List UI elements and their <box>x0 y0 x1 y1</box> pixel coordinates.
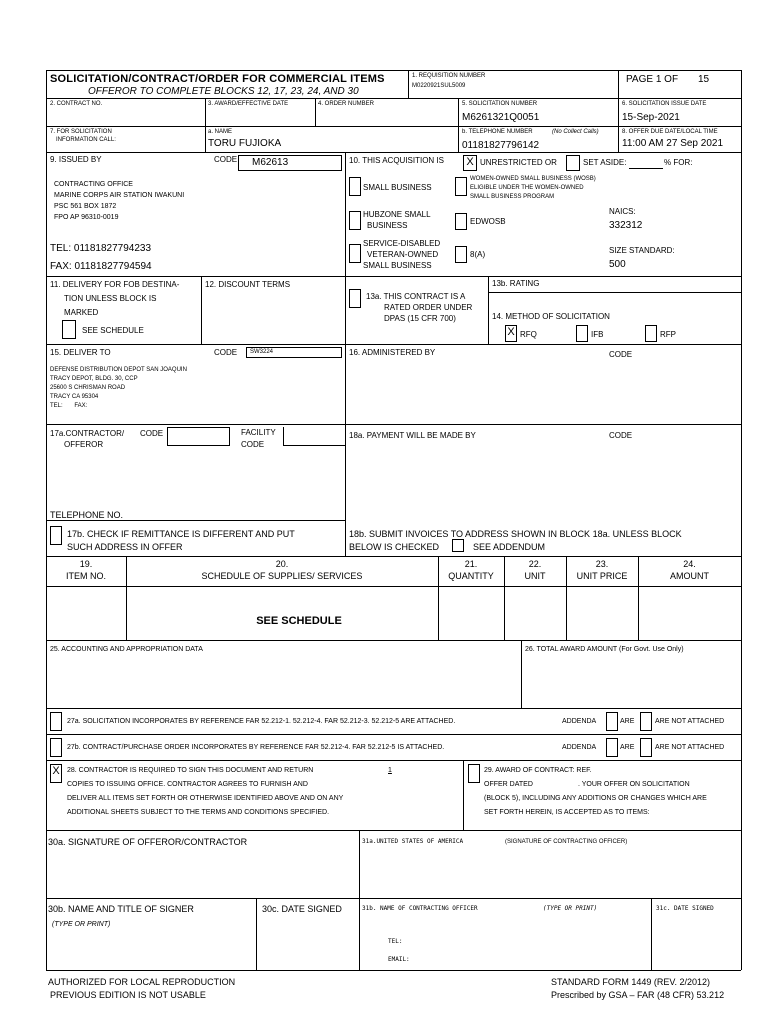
rated-order-checkbox[interactable] <box>349 289 361 308</box>
invoice-line-2: BELOW IS CHECKED <box>349 542 440 552</box>
total-award-label: 26. TOTAL AWARD AMOUNT (For Govt. Use Only) <box>525 646 684 653</box>
offer-due-value: 11:00 AM 27 Sep 2021 <box>622 138 724 149</box>
deliver-to-line-1: DEFENSE DISTRIBUTION DEPOT SAN JOAQUIN <box>50 367 187 373</box>
naics-value: 332312 <box>609 220 643 231</box>
col-23-label: UNIT PRICE <box>576 571 628 581</box>
facility-label-2: CODE <box>241 440 265 449</box>
administered-by-label: 16. ADMINISTERED BY <box>349 348 436 357</box>
wosb-line-3: SMALL BUSINESS PROGRAM <box>470 194 555 200</box>
28-line-2: COPIES TO ISSUING OFFICE. CONTRACTOR AGREES TO FURNISH AND <box>67 781 308 788</box>
rfp-label: RFP <box>660 330 676 339</box>
hubzone-line-2: BUSINESS <box>367 221 408 230</box>
28-line-4: ADDITIONAL SHEETS SUBJECT TO THE TERMS AND CONDITIONS SPECIFIED. <box>67 809 330 816</box>
deliver-to-code-label: CODE <box>214 348 238 357</box>
27a-are-not-label: ARE NOT ATTACHED <box>655 718 725 725</box>
issued-by-line-4: FPO AP 96310-0019 <box>54 214 119 221</box>
requisition-label: 1. REQUISITION NUMBER <box>412 73 486 79</box>
29-line-1: 29. AWARD OF CONTRACT: REF. <box>484 767 592 774</box>
eight-a-label: 8(A) <box>470 250 486 259</box>
col-21-label: QUANTITY <box>448 571 494 581</box>
signer-name-label: 30b. NAME AND TITLE OF SIGNER <box>48 904 194 914</box>
payment-code-label: CODE <box>609 431 633 440</box>
27a-text: 27a. SOLICITATION INCORPORATES BY REFERENCE FAR 52.212-1. 52.212-4. FAR 52.212-3. 52.212-5 ARE ATTACHED. <box>67 718 456 725</box>
signature-offeror-label: 30a. SIGNATURE OF OFFEROR/CONTRACTOR <box>48 837 248 847</box>
accounting-label: 25. ACCOUNTING AND APPROPRIATION DATA <box>50 646 203 653</box>
wosb-checkbox[interactable] <box>455 177 467 196</box>
29-line-3: (BLOCK 5), INCLUDING ANY ADDITIONS OR CHANGES WHICH ARE <box>484 795 707 802</box>
footer-previous-edition: PREVIOUS EDITION IS NOT USABLE <box>50 990 206 1000</box>
col-24-number: 24. <box>683 559 696 569</box>
order-number-label: 4. ORDER NUMBER <box>318 101 375 107</box>
hubzone-line-1: HUBZONE SMALL <box>363 210 431 219</box>
col-22-label: UNIT <box>524 571 546 581</box>
rated-line-1: 13a. THIS CONTRACT IS A <box>366 292 466 301</box>
col-19-number: 19. <box>79 559 93 569</box>
footer-form-number: STANDARD FORM 1449 (REV. 2/2012) <box>551 977 711 987</box>
29-line-4: SET FORTH HEREIN, IS ACCEPTED AS TO ITEMS: <box>484 809 650 816</box>
28-line-3: DELIVER ALL ITEMS SET FORTH OR OTHERWISE IDENTIFIED ABOVE AND ON ANY <box>67 795 344 802</box>
remittance-line-1: 17b. CHECK IF REMITTANCE IS DIFFERENT AND PUT <box>67 529 295 539</box>
27b-are-label: ARE <box>620 744 635 751</box>
acquisition-label: 10. THIS ACQUISITION IS <box>349 156 444 165</box>
co-name-label: 31b. NAME OF CONTRACTING OFFICER <box>362 905 478 912</box>
set-aside-label: SET ASIDE: <box>583 158 627 167</box>
27a-checkbox[interactable] <box>50 712 62 731</box>
size-standard-value: 500 <box>609 259 626 270</box>
rfq-checkbox[interactable]: X <box>505 325 517 342</box>
contractor-code-box <box>167 427 230 446</box>
contractor-code-label: CODE <box>140 429 164 438</box>
discount-terms-label: 12. DISCOUNT TERMS <box>205 280 291 289</box>
27a-are-label: ARE <box>620 718 635 725</box>
info-call-label-1: 7. FOR SOLICITATION <box>50 129 112 135</box>
award-checkbox[interactable] <box>468 764 480 783</box>
contractor-label-2: OFFEROR <box>64 440 104 449</box>
27b-text: 27b. CONTRACT/PURCHASE ORDER INCORPORATES BY REFERENCE FAR 52.212-4. FAR 52.212-5 IS ATTACHED. <box>67 744 445 751</box>
eight-a-checkbox[interactable] <box>455 246 467 263</box>
facility-label-1: FACILITY <box>241 428 276 437</box>
contractor-sign-checkbox[interactable]: X <box>50 764 62 783</box>
ifb-checkbox[interactable] <box>576 325 588 342</box>
name-value: TORU FUJIOKA <box>208 138 282 149</box>
col-22-number: 22. <box>528 559 542 569</box>
deliver-to-line-5: TEL: FAX: <box>50 403 88 409</box>
wosb-line-2: ELIGIBLE UNDER THE WOMEN-OWNED <box>470 185 584 191</box>
rfp-checkbox[interactable] <box>645 325 657 342</box>
deliver-to-code-value: SW3224 <box>250 349 274 355</box>
27a-are-checkbox[interactable] <box>606 712 618 731</box>
rated-line-3: DPAS (15 CFR 700) <box>384 314 456 323</box>
page-label: PAGE 1 OF <box>626 74 679 85</box>
co-tel-label: TEL: <box>388 938 403 945</box>
sdvosb-checkbox[interactable] <box>349 244 361 263</box>
issued-by-line-3: PSC 561 BOX 1872 <box>54 203 117 210</box>
deliver-to-line-4: TRACY CA 95304 <box>50 394 99 400</box>
co-email-label: EMAIL: <box>388 956 410 963</box>
28-copies-count: 1 <box>388 767 392 774</box>
contract-no-label: 2. CONTRACT NO. <box>50 101 103 107</box>
contractor-label-1: 17a.CONTRACTOR/ <box>50 429 125 438</box>
signature-co-label: (SIGNATURE OF CONTRACTING OFFICER) <box>505 839 628 845</box>
issued-by-tel: TEL: 01181827794233 <box>50 243 152 254</box>
edwosb-label: EDWOSB <box>470 217 506 226</box>
rfq-label: RFQ <box>520 330 537 339</box>
see-addendum-checkbox[interactable] <box>452 539 464 552</box>
telephone-no-label: TELEPHONE NO. <box>50 510 124 520</box>
co-type-note: (TYPE OR PRINT) <box>543 905 598 912</box>
form-title: SOLICITATION/CONTRACT/ORDER FOR COMMERCIAL ITEMS <box>50 73 385 85</box>
fob-line-1: 11. DELIVERY FOR FOB DESTINA- <box>50 280 180 289</box>
27b-are-checkbox[interactable] <box>606 738 618 757</box>
issued-by-label: 9. ISSUED BY <box>50 155 102 164</box>
telephone-label: b. TELEPHONE NUMBER <box>462 129 533 135</box>
col-20-number: 20. <box>275 559 289 569</box>
percent-for-label: % FOR: <box>664 158 693 167</box>
fob-line-2: TION UNLESS BLOCK IS <box>64 294 157 303</box>
rated-line-2: RATED ORDER UNDER <box>384 303 473 312</box>
sdvosb-line-1: SERVICE-DISABLED <box>363 239 441 248</box>
27b-checkbox[interactable] <box>50 738 62 757</box>
see-schedule-checkbox[interactable] <box>62 320 76 339</box>
no-collect-calls-note: (No Collect Calls) <box>552 129 599 135</box>
col-24-label: AMOUNT <box>670 571 709 581</box>
27b-addenda-label: ADDENDA <box>562 744 597 751</box>
ifb-label: IFB <box>591 330 604 339</box>
wosb-line-1: WOMEN-OWNED SMALL BUSINESS (WOSB) <box>470 176 596 182</box>
rating-label: 13b. RATING <box>492 279 540 288</box>
deliver-to-line-3: 25600 S CHRISMAN ROAD <box>50 385 126 391</box>
footer-prescribed-by: Prescribed by GSA – FAR (48 CFR) 53.212 <box>551 990 725 1000</box>
issued-by-code-value: M62613 <box>252 157 289 168</box>
small-business-checkbox[interactable] <box>349 177 361 196</box>
payment-label: 18a. PAYMENT WILL BE MADE BY <box>349 431 476 440</box>
27a-are-not-checkbox[interactable] <box>640 712 652 731</box>
info-call-label-2: INFORMATION CALL: <box>56 137 116 143</box>
issued-by-line-1: CONTRACTING OFFICE <box>54 181 133 188</box>
see-schedule-label: SEE SCHEDULE <box>82 326 144 335</box>
form-subtitle: OFFEROR TO COMPLETE BLOCKS 12, 17, 23, 24, AND 30 <box>88 86 359 97</box>
administered-by-code-label: CODE <box>609 350 633 359</box>
set-aside-checkbox[interactable] <box>566 155 580 171</box>
small-business-label: SMALL BUSINESS <box>363 183 432 192</box>
naics-label: NAICS: <box>609 207 636 216</box>
sdvosb-line-3: SMALL BUSINESS <box>363 261 432 270</box>
col-23-number: 23. <box>595 559 609 569</box>
deliver-to-line-2: TRACY DEPOT, BLDG. 30, CCP <box>50 376 138 382</box>
size-standard-label: SIZE STANDARD: <box>609 246 675 255</box>
solicitation-number-value: M6261321Q0051 <box>462 112 540 123</box>
col-20-label: SCHEDULE OF SUPPLIES/ SERVICES <box>201 571 363 581</box>
edwosb-checkbox[interactable] <box>455 213 467 230</box>
remittance-line-2: SUCH ADDRESS IN OFFER <box>67 542 183 552</box>
method-label: 14. METHOD OF SOLICITATION <box>492 312 610 321</box>
set-aside-percent-line <box>629 168 663 169</box>
27b-are-not-label: ARE NOT ATTACHED <box>655 744 725 751</box>
29-line-2b: . YOUR OFFER ON SOLICITATION <box>578 781 690 788</box>
date-signed-label: 30c. DATE SIGNED <box>262 904 342 914</box>
issued-by-fax: FAX: 01181827794594 <box>50 261 152 272</box>
unrestricted-checkbox[interactable]: X <box>463 155 477 171</box>
27b-are-not-checkbox[interactable] <box>640 738 652 757</box>
issued-by-line-2: MARINE CORPS AIR STATION IWAKUNI <box>54 192 185 199</box>
co-date-signed-label: 31c. DATE SIGNED <box>656 905 714 912</box>
items-see-schedule: SEE SCHEDULE <box>256 615 342 627</box>
27a-addenda-label: ADDENDA <box>562 718 597 725</box>
sdvosb-line-2: VETERAN-OWNED <box>367 250 439 259</box>
deliver-to-label: 15. DELIVER TO <box>50 348 111 357</box>
issue-date-label: 6. SOLICITATION ISSUE DATE <box>622 101 707 107</box>
issued-by-code-label: CODE <box>214 155 238 164</box>
col-19-label: ITEM NO. <box>66 571 106 581</box>
fob-line-3: MARKED <box>64 308 99 317</box>
solicitation-number-label: 5. SOLICITATION NUMBER <box>462 101 538 107</box>
page-total: 15 <box>698 74 710 85</box>
29-line-2: OFFER DATED <box>484 781 533 788</box>
name-label: a. NAME <box>208 129 233 135</box>
footer-reproduction: AUTHORIZED FOR LOCAL REPRODUCTION <box>48 977 236 987</box>
award-date-label: 3. AWARD/EFFECTIVE DATE <box>208 101 289 107</box>
hubzone-checkbox[interactable] <box>349 211 361 230</box>
signer-type-note: (TYPE OR PRINT) <box>52 921 111 928</box>
telephone-value: 01181827796142 <box>462 140 540 151</box>
invoice-line-1: 18b. SUBMIT INVOICES TO ADDRESS SHOWN IN BLOCK 18a. UNLESS BLOCK <box>349 529 682 539</box>
col-21-number: 21. <box>464 559 478 569</box>
facility-code-box <box>283 427 345 446</box>
offer-due-label: 8. OFFER DUE DATE/LOCAL TIME <box>622 129 718 135</box>
see-addendum-label: SEE ADDENDUM <box>473 542 546 552</box>
issue-date-value: 15-Sep-2021 <box>622 112 680 123</box>
requisition-value: M0220921SUL5009 <box>412 83 466 89</box>
unrestricted-label: UNRESTRICTED OR <box>480 158 557 167</box>
28-line-1: 28. CONTRACTOR IS REQUIRED TO SIGN THIS DOCUMENT AND RETURN <box>67 767 314 774</box>
signature-usa-label: 31a.UNITED STATES OF AMERICA <box>362 838 464 845</box>
remittance-checkbox[interactable] <box>50 526 62 545</box>
